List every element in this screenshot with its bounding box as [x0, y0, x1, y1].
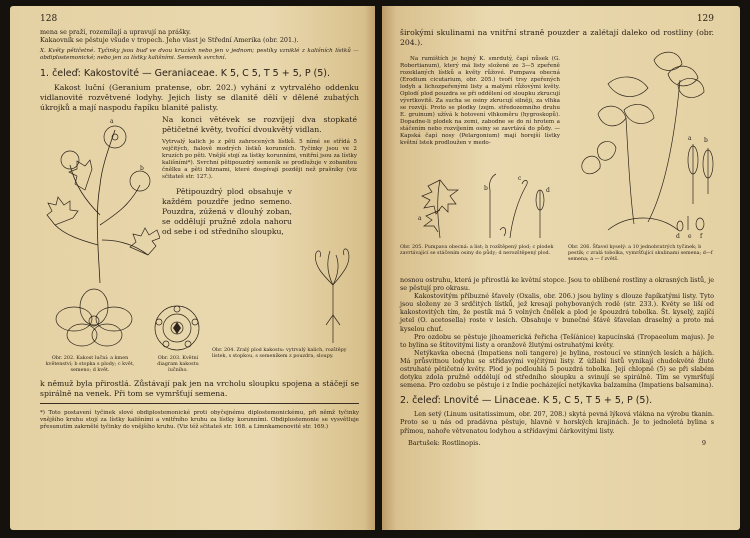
- svg-text:d: d: [676, 233, 680, 240]
- svg-text:b: b: [140, 165, 144, 173]
- right-page-footer: [400, 439, 714, 453]
- geranium-plant-drawing: [40, 115, 160, 285]
- svg-text:b: b: [704, 137, 708, 144]
- oxalis-paragraph: nosnou ostruhu, která je přirostlá ke květní stopce. Jsou to oblíbené rostliny a okrasných listů, je se pěstují pro okrasu.: [400, 276, 714, 293]
- fig202-caption: Obr. 202. Kakost luční: a kmen květenství; b stopka s plody; c květ, semeno; d květ.: [45, 355, 135, 374]
- geranium-main-paragraph: Kakost luční (Geranium pratense, obr. 202.) vyhání z vytrvalého oddenku vidlanovité rozvětvené lodyhy. Jejich listy se dlanitě dělí v dělené zubatých úkrojků a mají naspodu řapíku blanité palisty.: [40, 83, 359, 113]
- fig205-caption: Obr. 205. Pumpava obecná: a list; b rozštěpený plod; c plodek zavrtávající se stáčením osiny do půdy; d nerozštěpený plod.: [400, 244, 554, 256]
- svg-text:b: b: [484, 185, 488, 192]
- formula-paragraph: X. Květy pětičetné. Tyčinky jsou buď ve dvou kruzích nebo jen v jednom; pestíky vzniklé z kališních lístků — obdiplostemonické; nebo jen za lístky kališními. Semeník svrchní.: [40, 48, 359, 62]
- fig203-caption: Obr. 203. Květní diagram kakostu lučního.: [157, 355, 199, 374]
- right-page-header: [400, 14, 714, 28]
- erodium-illustration: [400, 170, 560, 240]
- linum-paragraph: Len setý (Linum usitatissimum, obr. 207, 208.) skytá pevná lýková vlákna na výrobu tkanin. Proto se u nás od pradávna pěstuje, hlavně v horských krajinách. Je to jednoletá bylina s přímou, nahoře větvenatou lodyhou a střídavými čárkovitými listy.: [400, 410, 714, 435]
- left-top-line-2: Kakaovník se pěstuje všude v tropech. Jeho vlast je Střední Amerika (obr. 201.).: [40, 36, 299, 45]
- robertianum-paragraph: Na rumištích je hojný K. smrdutý, čapí nůsek (G. Robertianum), který má listy složené ze 3—5 zpeřeně rozeklaných lístků a květy růžové. Pumpava obecná (Erodium cicutarium, obr. 205.) tvoří trsy zpeřených lodyh a lichozpeřenými listy a malými růžovými květy. Oplodí plod pouzdra se při oddělení od sloupku zkrucují vývrtkovitě. Za sucha se osiny zkrucují silněji, za vlhka se rozvíjí. Proto se plodky (zejm. středozemního druhu E. gruinum) užívá k hotovení vlhkoměru (hygroskopů). Dopadne-li plodek na zemi, zabodne se do ní hrotem a stáčením nebo rozvíjením osiny se zavrtává do půdy. — Kapská čapí nosy (Pelargonium) mají horejší lístky květní lstek prodloužen v medo-: [400, 55, 560, 146]
- svg-text:a: a: [418, 215, 422, 222]
- floral-diagram: [152, 303, 202, 353]
- figure-area: [40, 115, 359, 415]
- left-page-header: [40, 14, 359, 28]
- svg-text:d: d: [546, 187, 550, 194]
- svg-text:e: e: [688, 233, 692, 240]
- impatiens-paragraph: Netýkavka obecná (Impatiens noli tangere) je bylina, rostoucí ve stinných lesích a hájích. Má průsvitnou lodyhu se střídavými vejčitými listy. Z úžlabí listů vynikají chudokvěté žluté ostruhaté pětičetné květy. Plod je podlouhlá 5 pouzdrá tobolka. Její chlopně (5) se při slabém dotyku zdola pružně oddělují od středního sloupku a svinují se spirálně. Tím se vymršťují semena. Pro ozdobu se pěstuje i z Indie pocházející netýkavka balzamína (Impatiens balsamina).: [400, 348, 714, 390]
- footer-book-title: Bartušek: Rostlinopis.: [408, 438, 481, 447]
- calyx-paragraph: Vytrvalý kalich je z pěti zahrocených lístků. 5 nímé se střídá 5 vejčitých, fialově modrých lístků korunních. Tyčinky jsou ve 2 kruzích po pěti. Vnější stojí za lístky korunními, vnitřní jsou za lístky kališními*). Svrchní pětipouzdrý semeník se prodlužuje v zobanitou čnělku a pěti bliznami, které dospívají později než prašníky (viz sčitateš str. 127.).: [162, 139, 357, 181]
- left-page-number: 128: [40, 14, 58, 24]
- fig204-caption: Obr. 204. Zralý plod kakostu: vytrvalý kalich, rozštěpy lístek, s stopkou, s semeníkem z pouzdra, sloupy.: [212, 347, 347, 360]
- left-page: [10, 6, 375, 530]
- oxalis-illustration: [568, 44, 718, 240]
- kakost-related-paragraph: Kakostovitým příbuzné šťavely (Oxalis, obr. 206.) jsou byliny s dlouze řapíkatými listy. Tyto jsou složeny ze 3 srdčitých lístků, jež kresají pohybovaných rodě (str. 233.). Květy se liší od kakostovitých tím, že pestík má 5 volných čnělek a plod je špouzdrá tobolka. Št. kyselý, zajíčí jetel (O. acetosella) roste v lesích. Obsahuje v bunečné šťávě šťavelan draselný a proto má kyselou chuť.: [400, 292, 714, 333]
- fig206-caption: Obr. 206. Šťavel kyselý: a 10 jednobratrých tyčinek; b pestík; c zralá tobolka, vymršťující skulinami semena; d—f semena; a — f zvětš.: [568, 244, 713, 262]
- right-figure-area: [400, 50, 714, 276]
- svg-text:c: c: [518, 175, 522, 182]
- section-heading-linaceae: 2. čeleď: Lnovité — Linaceae. K 5, C 5, T 5 + 5, P (5).: [400, 395, 653, 407]
- tropaeolum-paragraph: Pro ozdobu se pěstuje jihoamerická řeřicha (Tešíánice) kapucínská (Tropaeolum majus). Je to bylina se štítovitými listy a oranžově žlutými ostruhatými květy.: [400, 332, 714, 349]
- right-page: [382, 6, 740, 530]
- pistil-paragraph: Pětipouzdrý plod obsahuje v každém pouzdře jedno semeno. Pouzdra, zúžená v dlouhý zoban, se oddělují pružně zdola nahoru od sebe i od středního sloupku,: [162, 186, 292, 236]
- flower-paragraph: Na konci větévek se rozvíjejí dva stopkaté pětičetné květy, tvořící dvoukvětý vidlan.: [162, 115, 357, 135]
- fruit-drawing: [308, 245, 358, 345]
- footnote: *) Toto postavení tyčinek slové obdiplostemonické proti obyčejnému diplostemonickému, při němž tyčinky vnějšího kruhu stojí za lístky kališními a vnitřního kruhu za lístky korunními. Obdiplostemonie se vysvětluje přesunutím zakrnělé tyčinky do vnějšího kruhu. (Viz též sčitateš str. 168. a Limnkamenovité str. 169.): [40, 409, 359, 430]
- footer-signature: 9: [701, 438, 706, 447]
- section-heading-geraniaceae: 1. čeleď: Kakostovité — Geraniaceae. K 5, C 5, T 5 + 5, P (5).: [40, 68, 331, 80]
- geranium-illustration: [40, 115, 160, 285]
- svg-text:a: a: [110, 118, 114, 126]
- svg-text:f: f: [700, 233, 703, 240]
- right-page-number: 129: [696, 14, 714, 24]
- bottom-paragraph: k němuž byla přirostlá. Zůstávají pak jen na vrcholu sloupku spojena a stáčejí se spirálně na venek. Při tom se vymršťují semena.: [40, 379, 359, 399]
- svg-text:a: a: [688, 135, 692, 142]
- geranium-flower-drawing: [52, 287, 137, 349]
- left-top-line-1: mena se praží, rozemílají a upravují na prášky.: [40, 28, 191, 36]
- right-top-paragraph: širokými skulinami na vnitřní straně pouzder a zalétají daleko od rostliny (obr. 204.).: [400, 28, 714, 47]
